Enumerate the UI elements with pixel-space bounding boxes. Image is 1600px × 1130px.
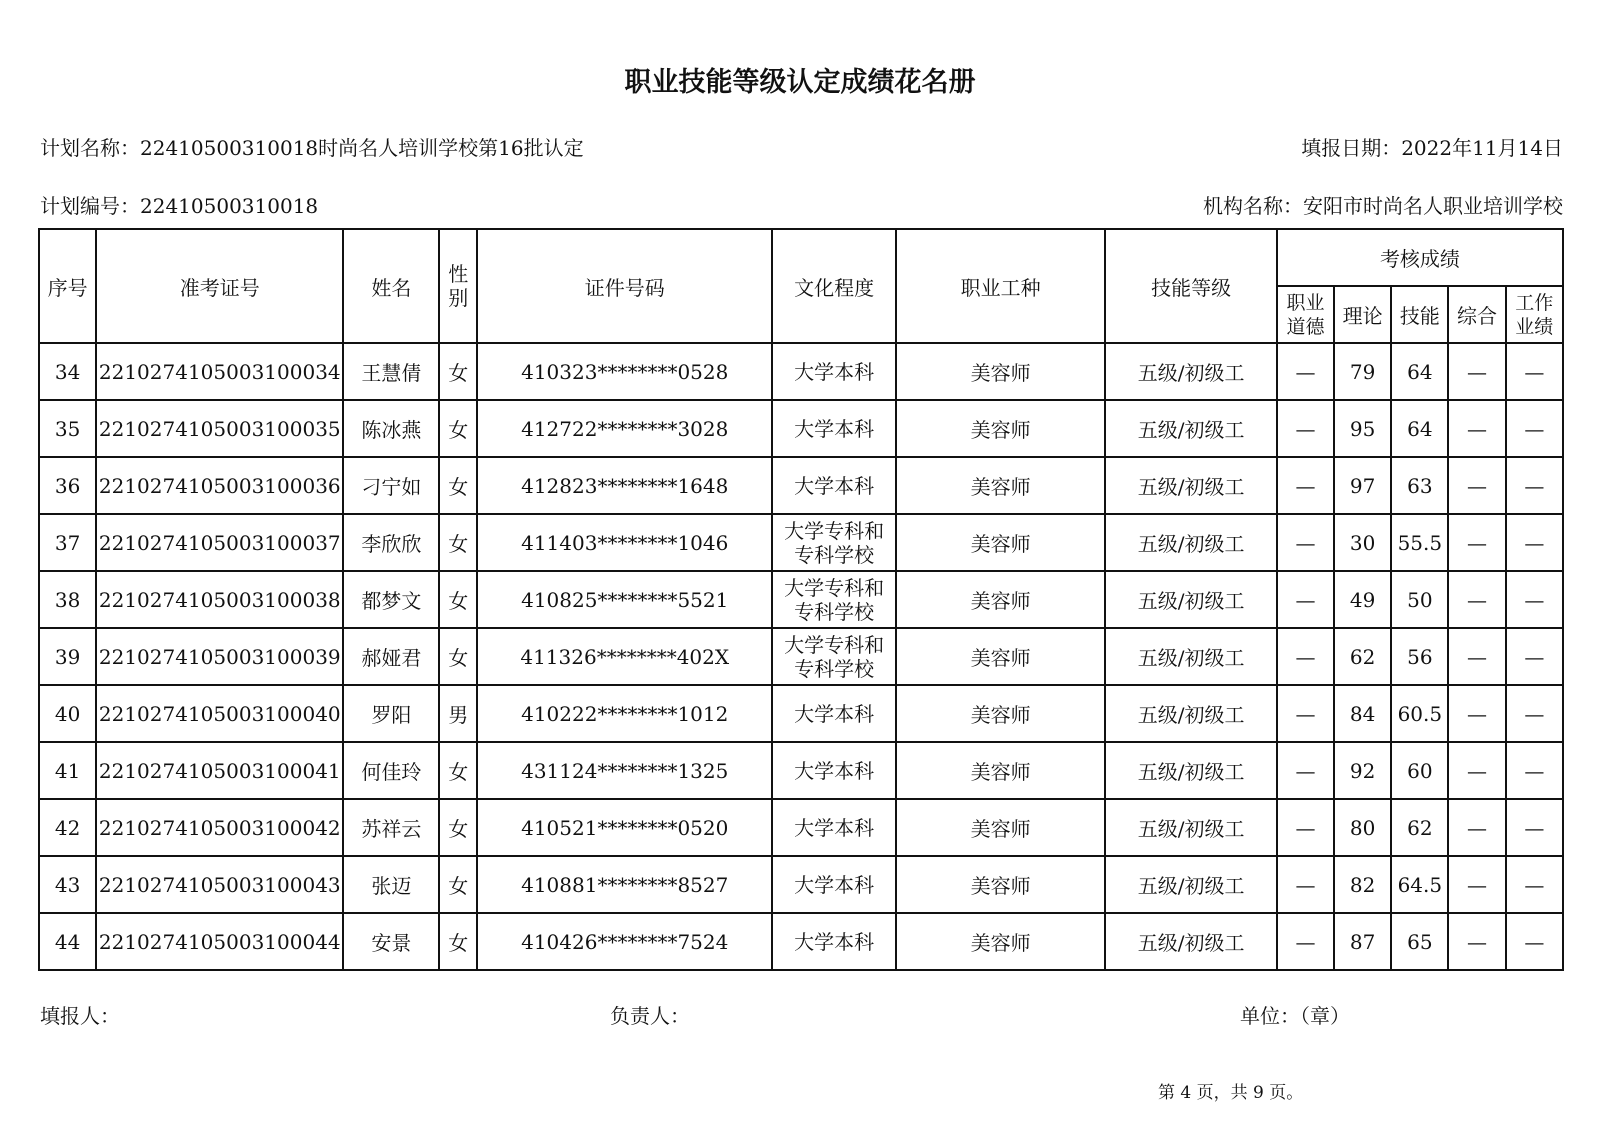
cell-ethics: —	[1277, 913, 1334, 970]
header-work-line2: 业绩	[1515, 315, 1554, 338]
header-level: 技能等级	[1105, 229, 1277, 343]
cell-id: 410825********5521	[477, 571, 772, 628]
cell-seq: 36	[39, 457, 96, 514]
cell-id: 412722********3028	[477, 400, 772, 457]
plan-code: 计划编号：22410500310018	[40, 194, 319, 218]
cell-overall: —	[1448, 799, 1505, 856]
cell-theory: 82	[1334, 856, 1391, 913]
cell-level: 五级/初级工	[1105, 742, 1277, 799]
cell-job: 美容师	[896, 856, 1105, 913]
cell-gender: 女	[439, 742, 477, 799]
org-name: 机构名称：安阳市时尚名人职业培训学校	[1203, 194, 1563, 218]
cell-level: 五级/初级工	[1105, 685, 1277, 742]
table-row	[39, 913, 1563, 970]
header-row-top	[39, 229, 1563, 286]
table-row	[39, 799, 1563, 856]
cell-edu-line1: 大学本科	[794, 872, 875, 897]
cell-level: 五级/初级工	[1105, 457, 1277, 514]
cell-edu-line1: 大学本科	[794, 815, 875, 840]
cell-level: 五级/初级工	[1105, 628, 1277, 685]
cell-name: 郝娅君	[343, 628, 439, 685]
cell-id: 410222********1012	[477, 685, 772, 742]
cell-work: —	[1506, 514, 1563, 571]
cell-level: 五级/初级工	[1105, 856, 1277, 913]
cell-overall: —	[1448, 514, 1505, 571]
cell-ethics: —	[1277, 343, 1334, 400]
cell-name: 张迈	[343, 856, 439, 913]
cell-ethics: —	[1277, 457, 1334, 514]
cell-work: —	[1506, 457, 1563, 514]
cell-job: 美容师	[896, 514, 1105, 571]
header-ethics-line2: 道德	[1286, 315, 1325, 338]
cell-ticket: 2210274105003100044	[96, 913, 343, 970]
cell-overall: —	[1448, 571, 1505, 628]
page-info: 第 4 页，共 9 页。	[1158, 1083, 1304, 1103]
cell-job: 美容师	[896, 571, 1105, 628]
cell-job: 美容师	[896, 799, 1105, 856]
cell-edu	[772, 913, 896, 970]
cell-seq: 44	[39, 913, 96, 970]
table-row	[39, 742, 1563, 799]
plan-name: 计划名称：22410500310018时尚名人培训学校第16批认定	[40, 136, 584, 160]
cell-edu-line1: 大学专科和	[784, 575, 885, 600]
cell-id: 410881********8527	[477, 856, 772, 913]
cell-edu	[772, 571, 896, 628]
header-ethics	[1277, 286, 1334, 343]
cell-edu	[772, 856, 896, 913]
cell-seq: 40	[39, 685, 96, 742]
cell-edu	[772, 799, 896, 856]
cell-gender: 女	[439, 514, 477, 571]
table-row	[39, 457, 1563, 514]
cell-edu-line1: 大学本科	[794, 416, 875, 441]
cell-id: 431124********1325	[477, 742, 772, 799]
table-row	[39, 628, 1563, 685]
cell-ethics: —	[1277, 400, 1334, 457]
cell-skill: 63	[1391, 457, 1448, 514]
header-job: 职业工种	[896, 229, 1105, 343]
score-roster-table	[38, 228, 1564, 971]
cell-ticket: 2210274105003100036	[96, 457, 343, 514]
header-skill: 技能	[1391, 286, 1448, 343]
cell-ticket: 2210274105003100040	[96, 685, 343, 742]
cell-edu	[772, 685, 896, 742]
header-id: 证件号码	[477, 229, 772, 343]
cell-gender: 女	[439, 913, 477, 970]
cell-edu	[772, 400, 896, 457]
header-edu: 文化程度	[772, 229, 896, 343]
cell-skill: 50	[1391, 571, 1448, 628]
cell-work: —	[1506, 742, 1563, 799]
cell-edu	[772, 343, 896, 400]
cell-ethics: —	[1277, 742, 1334, 799]
cell-edu-line2: 专科学校	[794, 599, 875, 624]
cell-skill: 60.5	[1391, 685, 1448, 742]
cell-ticket: 2210274105003100038	[96, 571, 343, 628]
cell-theory: 92	[1334, 742, 1391, 799]
table-row	[39, 343, 1563, 400]
cell-id: 410521********0520	[477, 799, 772, 856]
cell-theory: 87	[1334, 913, 1391, 970]
cell-ethics: —	[1277, 514, 1334, 571]
cell-gender: 女	[439, 571, 477, 628]
cell-work: —	[1506, 799, 1563, 856]
cell-level: 五级/初级工	[1105, 799, 1277, 856]
cell-overall: —	[1448, 856, 1505, 913]
cell-gender: 女	[439, 343, 477, 400]
cell-theory: 30	[1334, 514, 1391, 571]
cell-job: 美容师	[896, 685, 1105, 742]
cell-job: 美容师	[896, 628, 1105, 685]
cell-level: 五级/初级工	[1105, 343, 1277, 400]
cell-gender: 女	[439, 457, 477, 514]
cell-edu-line1: 大学专科和	[784, 518, 885, 543]
cell-work: —	[1506, 343, 1563, 400]
cell-skill: 65	[1391, 913, 1448, 970]
cell-job: 美容师	[896, 913, 1105, 970]
cell-seq: 41	[39, 742, 96, 799]
cell-seq: 34	[39, 343, 96, 400]
header-seq: 序号	[39, 229, 96, 343]
cell-edu	[772, 742, 896, 799]
table-row	[39, 856, 1563, 913]
cell-work: —	[1506, 628, 1563, 685]
cell-edu-line1: 大学本科	[794, 929, 875, 954]
filler-label: 填报人：	[40, 1004, 120, 1028]
cell-gender: 女	[439, 799, 477, 856]
table-row	[39, 685, 1563, 742]
cell-name: 刁宁如	[343, 457, 439, 514]
cell-overall: —	[1448, 685, 1505, 742]
cell-edu-line1: 大学本科	[794, 359, 875, 384]
header-work	[1506, 286, 1563, 343]
cell-edu-line1: 大学本科	[794, 701, 875, 726]
cell-theory: 80	[1334, 799, 1391, 856]
cell-edu-line2: 专科学校	[794, 656, 875, 681]
cell-name: 都梦文	[343, 571, 439, 628]
header-gender-line2: 别	[448, 286, 469, 310]
cell-edu-line2: 专科学校	[794, 542, 875, 567]
header-gender-line1: 性	[448, 262, 469, 286]
cell-gender: 女	[439, 628, 477, 685]
cell-gender: 女	[439, 400, 477, 457]
cell-ethics: —	[1277, 571, 1334, 628]
cell-skill: 64	[1391, 400, 1448, 457]
cell-name: 苏祥云	[343, 799, 439, 856]
cell-edu	[772, 628, 896, 685]
cell-level: 五级/初级工	[1105, 571, 1277, 628]
cell-name: 王慧倩	[343, 343, 439, 400]
cell-id: 410323********0528	[477, 343, 772, 400]
cell-gender: 男	[439, 685, 477, 742]
cell-id: 412823********1648	[477, 457, 772, 514]
table-row	[39, 400, 1563, 457]
cell-work: —	[1506, 571, 1563, 628]
cell-edu	[772, 514, 896, 571]
header-ticket: 准考证号	[96, 229, 343, 343]
cell-theory: 84	[1334, 685, 1391, 742]
header-scores: 考核成绩	[1277, 229, 1563, 286]
report-date: 填报日期：2022年11月14日	[1301, 136, 1563, 160]
cell-theory: 79	[1334, 343, 1391, 400]
cell-name: 李欣欣	[343, 514, 439, 571]
cell-work: —	[1506, 685, 1563, 742]
cell-ethics: —	[1277, 628, 1334, 685]
cell-name: 安景	[343, 913, 439, 970]
cell-level: 五级/初级工	[1105, 913, 1277, 970]
cell-id: 411326********402X	[477, 628, 772, 685]
cell-ticket: 2210274105003100035	[96, 400, 343, 457]
cell-seq: 39	[39, 628, 96, 685]
cell-job: 美容师	[896, 400, 1105, 457]
cell-job: 美容师	[896, 457, 1105, 514]
cell-ticket: 2210274105003100043	[96, 856, 343, 913]
cell-ticket: 2210274105003100042	[96, 799, 343, 856]
cell-overall: —	[1448, 913, 1505, 970]
header-ethics-line1: 职业	[1286, 291, 1325, 314]
unit-label: 单位：（章）	[1240, 1004, 1350, 1028]
cell-overall: —	[1448, 742, 1505, 799]
cell-level: 五级/初级工	[1105, 400, 1277, 457]
page-title: 职业技能等级认定成绩花名册	[624, 67, 976, 98]
cell-skill: 62	[1391, 799, 1448, 856]
header-work-line1: 工作	[1515, 291, 1554, 314]
cell-seq: 42	[39, 799, 96, 856]
cell-overall: —	[1448, 628, 1505, 685]
cell-skill: 60	[1391, 742, 1448, 799]
responsible-label: 负责人：	[610, 1004, 690, 1028]
cell-ticket: 2210274105003100037	[96, 514, 343, 571]
cell-work: —	[1506, 856, 1563, 913]
cell-ticket: 2210274105003100041	[96, 742, 343, 799]
table-row	[39, 514, 1563, 571]
cell-skill: 64	[1391, 343, 1448, 400]
header-name: 姓名	[343, 229, 439, 343]
cell-overall: —	[1448, 343, 1505, 400]
cell-theory: 97	[1334, 457, 1391, 514]
cell-ticket: 2210274105003100034	[96, 343, 343, 400]
cell-level: 五级/初级工	[1105, 514, 1277, 571]
cell-theory: 95	[1334, 400, 1391, 457]
cell-skill: 55.5	[1391, 514, 1448, 571]
roster-body	[39, 343, 1563, 970]
cell-ethics: —	[1277, 685, 1334, 742]
table-row	[39, 571, 1563, 628]
cell-theory: 49	[1334, 571, 1391, 628]
cell-seq: 35	[39, 400, 96, 457]
cell-overall: —	[1448, 400, 1505, 457]
cell-job: 美容师	[896, 343, 1105, 400]
header-overall: 综合	[1448, 286, 1505, 343]
cell-edu-line1: 大学本科	[794, 758, 875, 783]
cell-edu-line1: 大学本科	[794, 473, 875, 498]
cell-work: —	[1506, 913, 1563, 970]
cell-job: 美容师	[896, 742, 1105, 799]
header-gender	[439, 229, 477, 343]
cell-edu-line1: 大学专科和	[784, 632, 885, 657]
cell-skill: 56	[1391, 628, 1448, 685]
cell-seq: 43	[39, 856, 96, 913]
cell-name: 罗阳	[343, 685, 439, 742]
cell-id: 410426********7524	[477, 913, 772, 970]
cell-gender: 女	[439, 856, 477, 913]
cell-seq: 38	[39, 571, 96, 628]
cell-skill: 64.5	[1391, 856, 1448, 913]
cell-edu	[772, 457, 896, 514]
cell-seq: 37	[39, 514, 96, 571]
cell-overall: —	[1448, 457, 1505, 514]
cell-id: 411403********1046	[477, 514, 772, 571]
cell-ethics: —	[1277, 856, 1334, 913]
cell-name: 何佳玲	[343, 742, 439, 799]
cell-theory: 62	[1334, 628, 1391, 685]
header-theory: 理论	[1334, 286, 1391, 343]
cell-work: —	[1506, 400, 1563, 457]
cell-ethics: —	[1277, 799, 1334, 856]
cell-name: 陈冰燕	[343, 400, 439, 457]
cell-ticket: 2210274105003100039	[96, 628, 343, 685]
